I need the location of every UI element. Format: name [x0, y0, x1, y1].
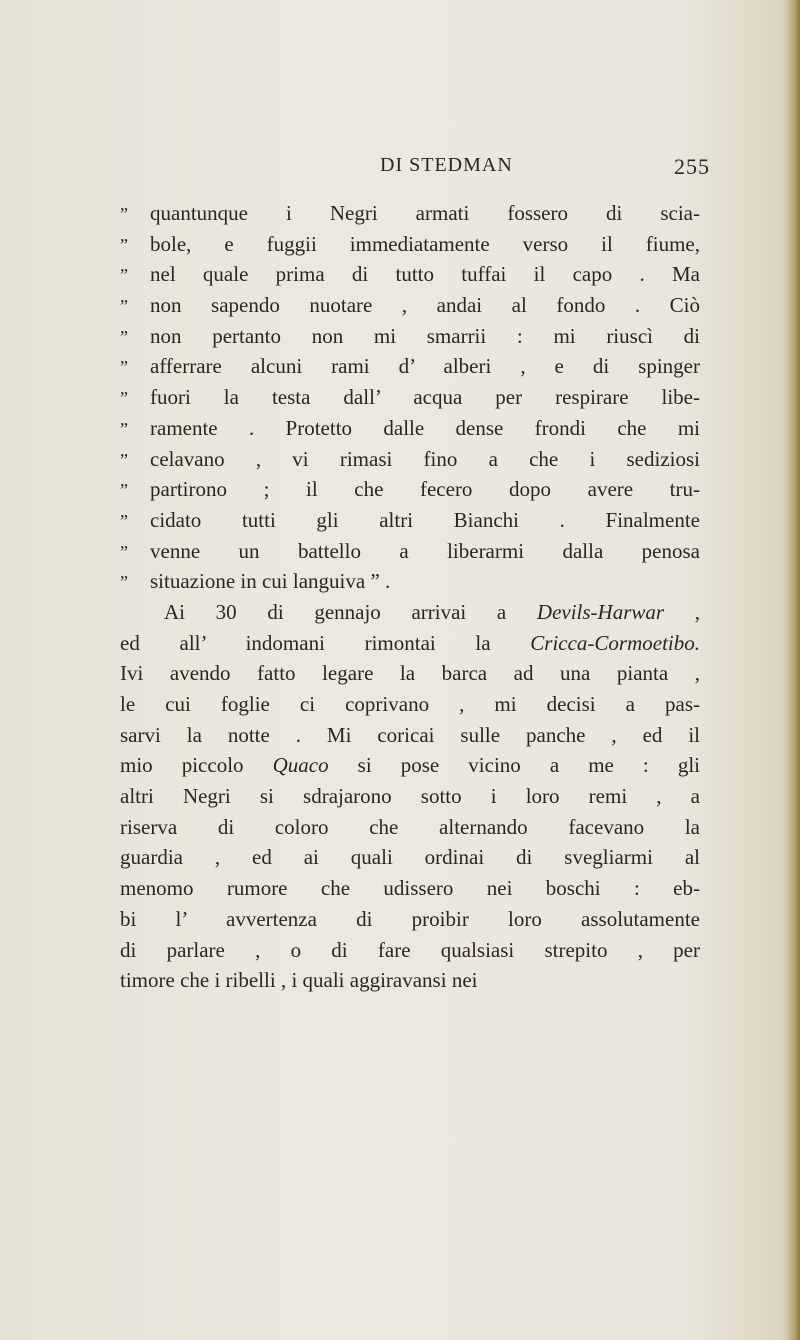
text-line: altri Negri si sdrajarono sotto i loro remi , a	[120, 784, 700, 809]
running-head: DI STEDMAN	[380, 154, 513, 176]
quoted-text: afferrare alcuni rami d’ alberi , e di spinger	[150, 354, 700, 379]
quote-mark: ”	[120, 265, 128, 286]
quoted-text: nel quale prima di tutto tuffai il capo . Ma	[150, 262, 700, 287]
text-line: Ivi avendo fatto legare la barca ad una pianta ,	[120, 661, 700, 686]
quoted-line	[120, 505, 700, 536]
quote-mark: ”	[120, 541, 128, 562]
text-line: sarvi la notte . Mi coricai sulle panche , ed il	[120, 722, 700, 747]
quoted-text: situazione in cui languiva ” .	[150, 569, 391, 594]
place-name: Devils-Harwar	[536, 599, 665, 624]
quoted-line	[120, 382, 700, 413]
quoted-line	[120, 229, 700, 260]
quote-mark: ”	[120, 418, 128, 439]
text-line: mio piccolo Quaco si pose vicino a me : gli	[120, 753, 700, 778]
quoted-text: non sapendo nuotare , andai al fondo . Ciò	[150, 293, 700, 318]
quoted-line	[120, 536, 700, 567]
text-line: di parlare , o di fare qualsiasi strepito , per	[120, 937, 700, 962]
text-line: menomo rumore che udissero nei boschi : eb-	[120, 876, 700, 901]
quoted-text: celavano , vi rimasi fino a che i sediziosi	[150, 446, 700, 471]
place-name: Cricca-Cormoetibo.	[530, 630, 700, 655]
quoted-text: bole, e fuggii immediatamente verso il fiume,	[150, 231, 700, 256]
text-line: guardia , ed ai quali ordinai di svegliarmi al	[120, 845, 700, 870]
page-edge	[786, 0, 800, 1340]
text-line: ed all’ indomani rimontai la Cricca-Cormoetibo.	[120, 630, 700, 655]
quoted-text: ramente . Protetto dalle dense frondi che mi	[150, 415, 700, 440]
page-number: 255	[674, 154, 710, 179]
body-text	[120, 198, 700, 996]
quoted-text: partirono ; il che fecero dopo avere tru-	[150, 477, 700, 502]
quoted-line	[120, 444, 700, 475]
text-line: Ai 30 di gennajo arrivai a Devils-Harwar ,	[164, 599, 700, 624]
quoted-text: cidato tutti gli altri Bianchi . Finalmente	[150, 507, 700, 532]
quoted-line	[120, 474, 700, 505]
quoted-line	[120, 566, 700, 597]
quote-mark: ”	[120, 296, 128, 317]
paragraph	[120, 597, 700, 996]
quote-mark: ”	[120, 510, 128, 531]
text-line: riserva di coloro che alternando facevano la	[120, 814, 700, 839]
quoted-line	[120, 321, 700, 352]
quote-mark: ”	[120, 388, 128, 409]
quote-mark: ”	[120, 326, 128, 347]
page-header	[380, 154, 710, 184]
text-line: bi l’ avvertenza di proibir loro assolutamente	[120, 906, 700, 931]
quote-mark: ”	[120, 572, 128, 593]
quoted-text: fuori la testa dall’ acqua per respirare libe-	[150, 385, 700, 410]
quote-mark: ”	[120, 449, 128, 470]
quote-mark: ”	[120, 234, 128, 255]
quoted-line	[120, 198, 700, 229]
text-line: le cui foglie ci coprivano , mi decisi a pas-	[120, 692, 700, 716]
quote-mark: ”	[120, 480, 128, 501]
quoted-line	[120, 290, 700, 321]
quote-mark: ”	[120, 357, 128, 378]
person-name: Quaco	[272, 753, 329, 778]
quoted-line	[120, 259, 700, 290]
quoted-passage	[120, 198, 700, 597]
quoted-text: venne un battello a liberarmi dalla penosa	[150, 538, 700, 563]
quote-mark: ”	[120, 204, 128, 224]
quoted-text: quantunque i Negri armati fossero di scia-	[150, 201, 700, 225]
quoted-line	[120, 351, 700, 382]
quoted-text: non pertanto non mi smarrii : mi riuscì di	[150, 323, 700, 348]
text-line: timore che i ribelli , i quali aggiravansi nei	[120, 968, 478, 993]
quoted-line	[120, 413, 700, 444]
